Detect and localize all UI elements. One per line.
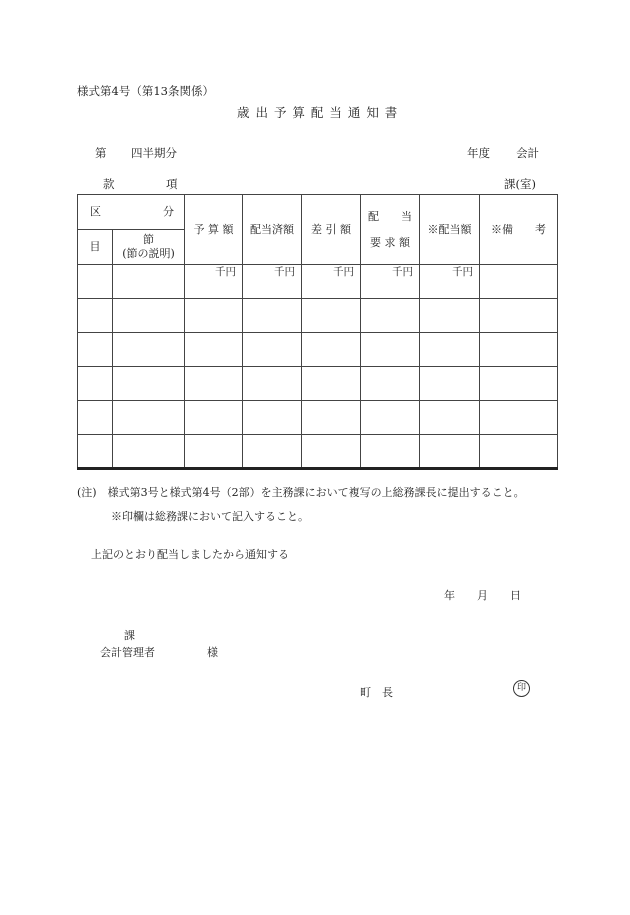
table-cell[interactable] [420, 299, 480, 333]
accounting-manager-label: 会計管理者 [100, 646, 155, 659]
table-cell[interactable] [78, 367, 113, 401]
remarks-header: ※備 考 [480, 195, 558, 265]
table-cell[interactable] [113, 435, 185, 469]
table-cell[interactable] [185, 367, 243, 401]
sama-label: 様 [207, 646, 218, 659]
ka-label: 課 [124, 629, 135, 642]
notice-text: 上記のとおり配当しましたから通知する [91, 548, 289, 561]
table-cell[interactable] [78, 435, 113, 469]
unit-label: 千円 [185, 265, 243, 299]
table-cell[interactable] [480, 401, 558, 435]
request-header-bottom: 要 求 額 [370, 235, 410, 249]
unit-label: 千円 [302, 265, 361, 299]
table-cell[interactable] [420, 435, 480, 469]
table-cell[interactable] [113, 333, 185, 367]
table-cell[interactable] [361, 401, 420, 435]
table-row [78, 299, 558, 333]
table-cell[interactable] [480, 333, 558, 367]
setsu-header [113, 230, 185, 265]
table-cell[interactable] [243, 367, 302, 401]
department-label: 課(室) [504, 177, 536, 191]
table-cell[interactable] [420, 401, 480, 435]
table-cell[interactable] [78, 401, 113, 435]
table-cell[interactable] [420, 367, 480, 401]
table-cell[interactable] [480, 367, 558, 401]
table-cell[interactable] [480, 435, 558, 469]
allocation-table [77, 194, 558, 470]
request-header [361, 195, 420, 265]
mayor-label: 町 長 [360, 686, 393, 699]
setsu-desc-label: (節の説明) [122, 247, 175, 260]
table-cell[interactable] [78, 299, 113, 333]
note-1: (注) 様式第3号と様式第4号（2部）を主務課において複写の上総務課長に提出すること。 [77, 486, 525, 499]
table-cell[interactable] [243, 299, 302, 333]
table-cell[interactable] [361, 367, 420, 401]
table-cell[interactable] [361, 333, 420, 367]
table-cell[interactable] [480, 265, 558, 299]
dai-label: 第 [95, 146, 107, 160]
setsu-label: 節 [143, 233, 154, 247]
form-number: 様式第4号（第13条関係） [77, 84, 214, 98]
unit-label: 千円 [361, 265, 420, 299]
table-cell[interactable] [302, 401, 361, 435]
note-2: ※印欄は総務課において記入すること。 [111, 510, 309, 523]
kubun-header [78, 195, 185, 230]
date-label: 年 月 日 [444, 589, 521, 602]
table-cell[interactable] [113, 401, 185, 435]
unit-label: 千円 [243, 265, 302, 299]
table-row [78, 435, 558, 469]
table-cell[interactable] [185, 435, 243, 469]
table-cell[interactable] [243, 401, 302, 435]
table-row [78, 333, 558, 367]
budget-header: 予 算 額 [185, 195, 243, 265]
table-cell[interactable] [243, 333, 302, 367]
kou-label: 項 [166, 177, 178, 191]
table-cell[interactable] [480, 299, 558, 333]
table-cell[interactable] [243, 435, 302, 469]
difference-header: 差 引 額 [302, 195, 361, 265]
document-title: 歳 出 予 算 配 当 通 知 書 [237, 105, 399, 120]
table-cell[interactable] [302, 299, 361, 333]
kan-label: 款 [103, 177, 115, 191]
seal-icon: 印 [513, 680, 530, 697]
table-row [78, 367, 558, 401]
allocated-header: 配当済額 [243, 195, 302, 265]
account-label: 会計 [516, 146, 539, 160]
table-cell[interactable] [302, 333, 361, 367]
table-cell[interactable] [185, 401, 243, 435]
quarter-label: 四半期分 [131, 146, 177, 160]
table-cell[interactable] [113, 299, 185, 333]
table-cell[interactable] [78, 265, 113, 299]
table-cell[interactable] [361, 299, 420, 333]
request-header-top: 配 当 [368, 209, 412, 223]
table-cell[interactable] [78, 333, 113, 367]
table-cell[interactable] [113, 367, 185, 401]
kubun-right: 分 [163, 205, 174, 219]
table-cell[interactable] [361, 435, 420, 469]
table-cell[interactable] [185, 333, 243, 367]
moku-header: 目 [78, 230, 113, 265]
table-row [78, 265, 558, 299]
table-cell[interactable] [302, 367, 361, 401]
fiscal-year-label: 年度 [467, 146, 490, 160]
table-row [78, 401, 558, 435]
table-cell[interactable] [113, 265, 185, 299]
kubun-left: 区 [90, 205, 101, 219]
table-cell[interactable] [185, 299, 243, 333]
haito-header: ※配当額 [420, 195, 480, 265]
unit-label: 千円 [420, 265, 480, 299]
table-cell[interactable] [420, 333, 480, 367]
table-cell[interactable] [302, 435, 361, 469]
